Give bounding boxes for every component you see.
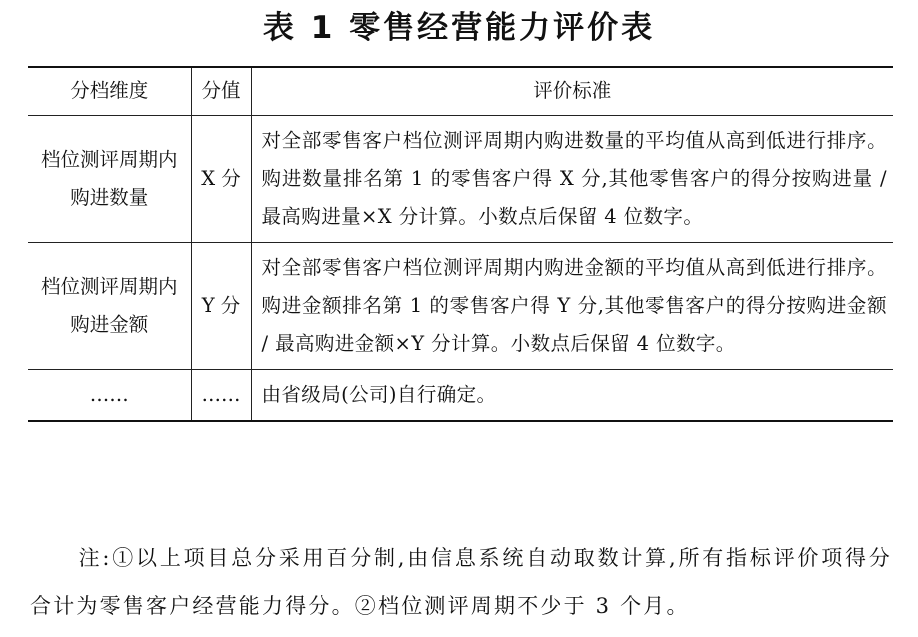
criteria-cell: 对全部零售客户档位测评周期内购进金额的平均值从高到低进行排序。购进金额排名第 1 的零售客户得 Y 分,其他零售客户的得分按购进金额 / 最高购进金额×Y 分计算。小数点后保留 4 位数字。 (251, 242, 893, 369)
table-title: 表 1 零售经营能力评价表 (262, 10, 656, 46)
table-note (30, 534, 892, 630)
score-cell: Y 分 (191, 242, 251, 369)
header-criteria: 评价标准 (251, 67, 893, 115)
header-score: 分值 (191, 67, 251, 115)
dimension-cell: …… (28, 369, 191, 421)
header-dimension: 分档维度 (28, 67, 191, 115)
score-cell: X 分 (191, 115, 251, 242)
table-row (28, 242, 893, 369)
criteria-cell: 对全部零售客户档位测评周期内购进数量的平均值从高到低进行排序。购进数量排名第 1 的零售客户得 X 分,其他零售客户的得分按购进量 / 最高购进量×X 分计算。小数点后保留 4 位数字。 (251, 115, 893, 242)
table-row (28, 369, 893, 421)
criteria-cell: 由省级局(公司)自行确定。 (251, 369, 893, 421)
dimension-cell: 档位测评周期内购进数量 (28, 115, 191, 242)
table-header-row (28, 67, 893, 115)
table-row (28, 115, 893, 242)
evaluation-table (28, 66, 893, 422)
score-cell: …… (191, 369, 251, 421)
note-text: 注:①以上项目总分采用百分制,由信息系统自动取数计算,所有指标评价项得分合计为零售客户经营能力得分。②档位测评周期不少于 3 个月。 (30, 546, 892, 618)
dimension-cell: 档位测评周期内购进金额 (28, 242, 191, 369)
